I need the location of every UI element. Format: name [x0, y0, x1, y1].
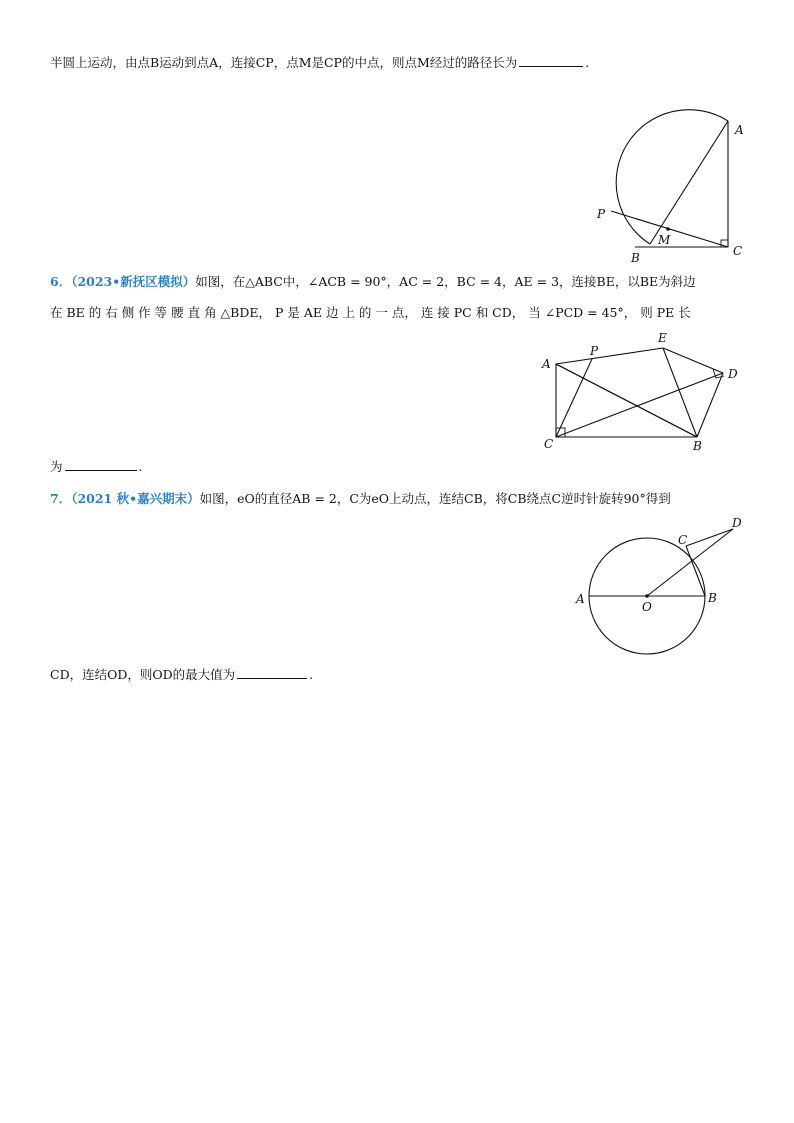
q6-answer-blank[interactable] [65, 458, 137, 471]
fig6-label-e: E [658, 331, 667, 345]
q6-text-3: 为 [50, 459, 63, 474]
fig5-label-p: P [597, 207, 606, 221]
q5-end: . [585, 55, 590, 70]
q6-line-1 [50, 273, 696, 291]
q5-text: 半圆上运动，由点B运动到点A，连接CP，点M是CP的中点，则点M经过的路径长为 [50, 55, 518, 70]
segment-eb [663, 348, 697, 437]
q5-figure [595, 118, 755, 268]
q7-text-2: CD，连结OD，则OD的最大值为 [50, 667, 236, 682]
center-o-dot [645, 594, 649, 598]
semicircle-arc [616, 110, 728, 244]
fig6-label-c: C [544, 437, 554, 451]
q6-number: 6． [50, 274, 72, 289]
q5-answer-blank[interactable] [519, 54, 583, 67]
fig7-label-o: O [642, 600, 652, 614]
q5-text-line [50, 54, 589, 72]
fig5-label-b: B [631, 251, 640, 265]
fig6-label-p: P [590, 344, 599, 358]
q6-text-2: 在 BE 的 右 侧 作 等 腰 直 角 △BDE， P 是 AE 边 上 的 一 点， 连 接 PC 和 CD， 当 ∠PCD = 45°， 则 PE 长 [50, 305, 691, 320]
q7-end: . [309, 667, 314, 682]
fig7-label-d: D [732, 516, 742, 530]
segment-ab [650, 121, 728, 244]
q7-text-1: 如图，eO的直径AB = 2，C为eO上动点，连结CB，将CB绕点C逆时针旋转90°得到 [199, 491, 671, 506]
segment-ab [556, 364, 697, 437]
q6-line-3 [50, 458, 143, 476]
q6-text-1: 如图，在△ABC中，∠ACB = 90°，AC = 2，BC = 4，AE = 3，连接BE，以BE为斜边 [195, 274, 696, 289]
q7-number: 7． [50, 491, 72, 506]
fig6-label-b: B [693, 439, 702, 453]
fig6-label-a: A [542, 357, 551, 371]
midpoint-m-dot [666, 227, 670, 231]
segment-cd [686, 529, 733, 546]
q7-answer-blank[interactable] [237, 666, 307, 679]
q6-figure [540, 330, 750, 455]
q7-line-1 [50, 490, 671, 508]
segment-ed [663, 348, 723, 373]
q7-figure [570, 515, 755, 660]
fig7-label-a: A [576, 592, 585, 606]
fig7-label-b: B [708, 591, 717, 605]
segment-db [697, 373, 723, 437]
q7-line-2 [50, 666, 313, 684]
q6-line-2 [50, 304, 691, 322]
q6-end: . [138, 459, 143, 474]
segment-ae [556, 348, 663, 364]
fig5-label-c: C [733, 244, 743, 258]
fig5-label-a: A [735, 123, 744, 137]
q6-source: （2023•新抚区模拟） [71, 274, 196, 289]
fig7-label-c: C [678, 533, 688, 547]
fig6-label-d: D [728, 367, 738, 381]
q7-source: （2021 秋•嘉兴期末） [71, 491, 200, 506]
fig5-label-m: M [658, 233, 671, 247]
